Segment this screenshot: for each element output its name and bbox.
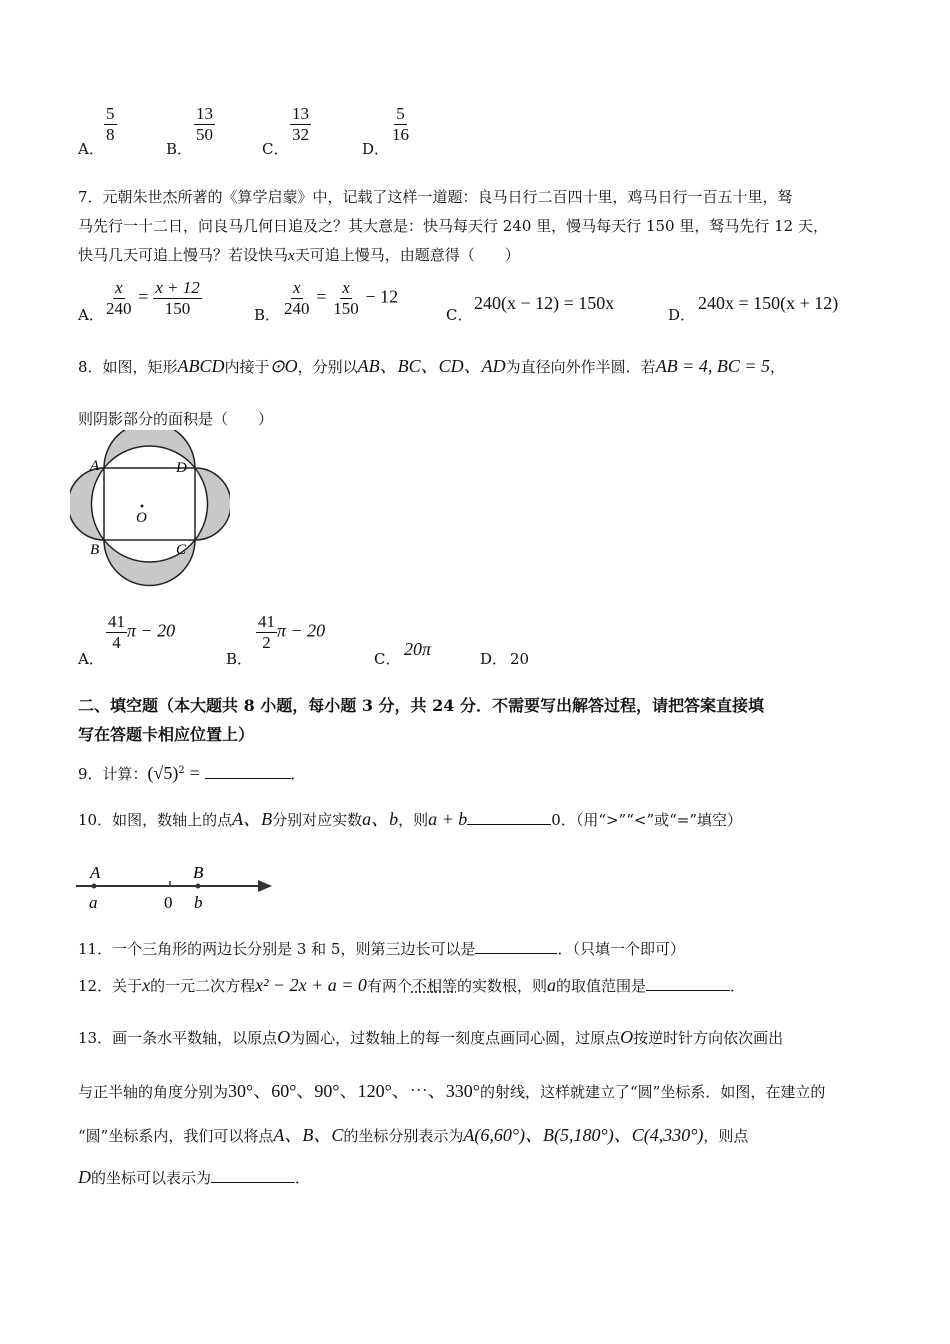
q8-option-d-letter: D． xyxy=(480,650,508,668)
q6-option-c-value: $\frac{13}{32}$ xyxy=(292,104,309,144)
q6-option-a-letter: A． xyxy=(78,140,104,158)
q8-option-c: 20π xyxy=(404,639,432,659)
q13-line2: 与正半轴的角度分别为30°、60°、90°、120°、⋯、330°的射线，这样就建立了“圆”坐标系．如图，在建立的 xyxy=(78,1081,826,1101)
q8-option-a-letter: A． xyxy=(78,650,104,668)
q9: 9．计算：$(√5)^2$ = ． xyxy=(78,763,306,783)
q6-option-b-letter: B． xyxy=(166,140,193,158)
q8-figure xyxy=(70,430,230,590)
q13-line1: 13．画一条水平数轴，以原点O为圆心，过数轴上的每一刻度点画同心圆，过原点O按逆时针方向依次画出 xyxy=(78,1027,784,1047)
center-dot xyxy=(141,505,144,508)
q13-line3: “圆”坐标系内，我们可以将点A、B、C的坐标分别表示为A(6,60°)、B(5,180°)、C(4,330°)，则点 xyxy=(78,1125,749,1145)
label-zero: 0 xyxy=(164,893,173,912)
q8-option-b: $\frac{41}{2}$ π − 20 xyxy=(258,612,326,652)
section-2-heading-line1: 二、填空题（本大题共 8 小题，每小题 3 分，共 24 分．不需要写出解答过程，请把答案直接填 xyxy=(78,696,764,715)
rectangle-abcd xyxy=(104,468,195,540)
q9-answer-blank[interactable] xyxy=(205,764,291,779)
q8-options xyxy=(78,612,878,672)
q7-option-c: 240(x − 12) = 150x xyxy=(474,293,615,313)
label-a: A xyxy=(90,458,100,474)
q6-option-d-value: $\frac{5}{16}$ xyxy=(392,104,409,144)
q12-answer-blank[interactable] xyxy=(646,976,730,991)
section-2-heading-line2: 写在答题卡相应位置上） xyxy=(78,725,255,744)
q7-options xyxy=(78,278,878,328)
q11: 11．一个三角形的两边长分别是 3 和 5，则第三边长可以是 ．（只填一个即可） xyxy=(78,940,685,958)
q7-line3: 快马几天可追上慢马？若设快马x天可追上慢马，由题意得（ ） xyxy=(78,246,520,264)
label-B: B xyxy=(193,863,204,882)
point-a xyxy=(92,884,97,889)
label-d: D xyxy=(176,460,187,476)
point-b xyxy=(196,884,201,889)
label-a: a xyxy=(89,893,98,912)
q7-option-c-letter: C． xyxy=(446,306,473,324)
label-A: A xyxy=(90,863,101,882)
label-b: b xyxy=(194,893,203,912)
q13-answer-blank[interactable] xyxy=(211,1168,295,1183)
q7-line1: 7．元朝朱世杰所著的《算学启蒙》中，记载了这样一道题：良马日行二百四十里，鸡马日行一百五十里，驽 xyxy=(78,188,793,206)
q6-option-a-value: $\frac{5}{8}$ xyxy=(106,104,115,144)
label-c: C xyxy=(176,542,187,558)
q7-line2: 马先行一十二日，问良马几何日追及之？其大意是：快马每天行 240 里，慢马每天行 150 里，驽马先行 12 天， xyxy=(78,217,828,235)
q7-option-d: 240x = 150(x + 12) xyxy=(698,293,839,313)
q7-option-b-letter: B． xyxy=(254,306,281,324)
q6-option-b-value: $\frac{13}{50}$ xyxy=(196,104,213,144)
q11-answer-blank[interactable] xyxy=(475,939,557,954)
q8-option-b-letter: B． xyxy=(226,650,253,668)
q10-number-line xyxy=(74,858,284,914)
q7-option-a: $\frac{x}{240}$ = $\frac{x + 12}{150}$ xyxy=(106,278,200,318)
q8-line1: 8．如图，矩形ABCD内接于⊙O，分别以AB、BC、CD、AD为直径向外作半圆．若AB = 4, BC = 5， xyxy=(78,356,785,376)
label-b: B xyxy=(90,542,100,558)
q8-option-c-letter: C． xyxy=(374,650,401,668)
q7-option-d-letter: D． xyxy=(668,306,696,324)
q8-option-a: $\frac{41}{4}$ π − 20 xyxy=(108,612,176,652)
q10: 10．如图，数轴上的点A、B分别对应实数a、b，则a + b 0．（用“>”“<”或“=”填空） xyxy=(78,809,743,829)
q13-line4: D的坐标可以表示为 ． xyxy=(78,1167,311,1187)
q8-option-d: 20 xyxy=(510,650,530,668)
q6-option-d-letter: D． xyxy=(362,140,390,158)
q7-option-a-letter: A． xyxy=(78,306,104,324)
q12: 12．关于x的一元二次方程x² − 2x + a = 0有两个不相等的实数根，则a的取值范围是 ． xyxy=(78,975,746,995)
q7-option-b: $\frac{x}{240}$ = $\frac{x}{150}$ − 12 xyxy=(284,278,399,318)
q8-line2: 则阴影部分的面积是（ ） xyxy=(78,410,274,428)
q10-answer-blank[interactable] xyxy=(467,810,551,825)
label-o: O xyxy=(136,510,147,526)
q6-option-c-letter: C． xyxy=(262,140,289,158)
